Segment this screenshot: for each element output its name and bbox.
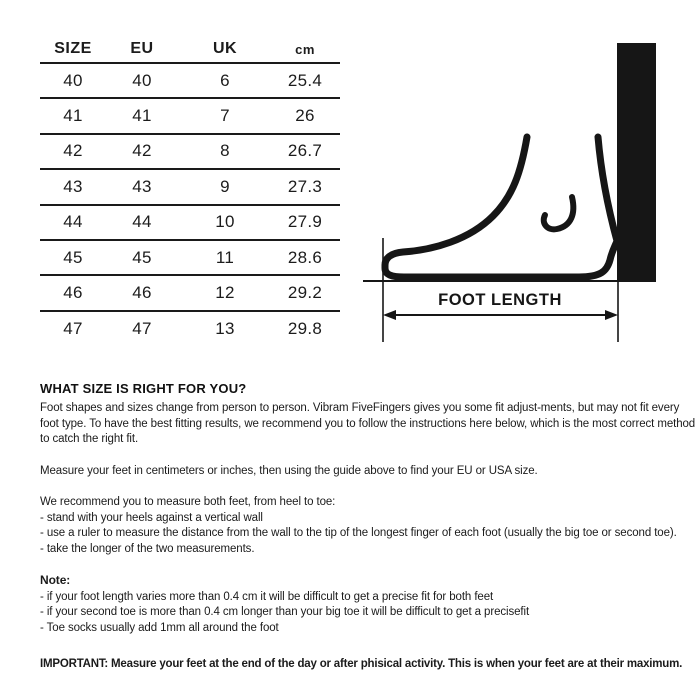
cell-uk: 10	[215, 212, 235, 232]
cell-size: 40	[63, 70, 83, 90]
column-header-uk: UK	[212, 40, 238, 57]
wall-icon	[617, 43, 656, 281]
ankle-bone-icon	[544, 197, 574, 229]
arrow-right-head-icon	[605, 310, 618, 320]
cell-cm: 29.8	[287, 319, 323, 339]
cell-uk: 11	[215, 247, 235, 267]
cell-cm: 27.9	[287, 212, 323, 232]
table-row	[40, 206, 340, 241]
measure-steps	[40, 511, 700, 558]
cell-size: 43	[63, 176, 83, 196]
measure-instructions	[40, 495, 700, 557]
arrow-left-head-icon	[383, 310, 396, 320]
important-text: Measure your feet at the end of the day or after phisical activity. This is when your feet are at their maximum.	[108, 658, 683, 670]
cell-uk: 12	[215, 283, 235, 303]
fitting-guide	[40, 381, 700, 673]
cell-eu: 44	[132, 212, 152, 232]
table-row	[40, 276, 340, 311]
important-notice	[40, 657, 700, 673]
cell-uk: 9	[220, 176, 230, 196]
cell-eu: 42	[132, 141, 152, 161]
column-header-eu: EU	[130, 40, 154, 57]
important-label: IMPORTANT:	[40, 658, 109, 670]
cell-size: 44	[63, 212, 83, 232]
cell-uk: 8	[220, 141, 230, 161]
note-label: Note:	[40, 573, 71, 587]
cell-cm: 25.4	[287, 70, 323, 90]
measure-intro: We recommend you to measure both feet, from heel to toe:	[40, 496, 336, 508]
cell-eu: 46	[132, 283, 152, 303]
cell-uk: 6	[220, 70, 230, 90]
cell-eu: 41	[132, 106, 152, 126]
cell-cm: 27.3	[287, 176, 323, 196]
foot-outline-icon	[385, 137, 617, 277]
cell-eu: 47	[132, 319, 152, 339]
table-row	[40, 135, 340, 170]
cell-eu: 45	[132, 247, 152, 267]
table-row	[40, 312, 340, 347]
cell-cm: 29.2	[287, 283, 323, 303]
guide-paragraph-measure: Measure your feet in centimeters or inches, then using the guide above to find your EU or USA size.	[40, 464, 538, 477]
cell-eu: 43	[132, 176, 152, 196]
measure-step: - stand with your heels against a vertical wall	[40, 511, 263, 524]
table-row	[40, 64, 340, 99]
cell-cm: 26.7	[287, 141, 323, 161]
guide-heading: WHAT SIZE IS RIGHT FOR YOU?	[40, 381, 247, 396]
table-row	[40, 99, 340, 134]
cell-uk: 7	[220, 106, 230, 126]
cell-size: 42	[63, 141, 83, 161]
cell-size: 45	[63, 247, 83, 267]
table-row	[40, 170, 340, 205]
foot-measurement-diagram	[355, 20, 700, 350]
note-item: - if your second toe is more than 0.4 cm longer than your big toe it will be difficult to get a precisefit	[40, 606, 530, 618]
cell-uk: 13	[215, 319, 235, 339]
column-header-cm: cm	[295, 41, 315, 57]
guide-paragraph-intro: Foot shapes and sizes change from person to person. Vibram FiveFingers gives you some fit adjust-ments, but may not fit every foot type. To have the best fitting results, we recommend you to follow the instructions here below, which is the most correct method to catch the right fit.	[40, 402, 696, 445]
size-conversion-table	[40, 36, 340, 347]
foot-length-label: FOOT LENGTH	[438, 291, 562, 309]
table-header-row	[40, 36, 340, 64]
note-item: - if your foot length varies more than 0.4 cm it will be difficult to get a precise fit for both feet	[40, 590, 494, 603]
table-row	[40, 241, 340, 276]
note-item: - Toe socks usually add 1mm all around the foot	[40, 621, 279, 634]
note-items	[40, 590, 700, 637]
cell-eu: 40	[132, 70, 152, 90]
measure-step: - use a ruler to measure the distance from the wall to the tip of the longest finger of each foot (usually the big toe or second toe).	[40, 527, 677, 539]
cell-size: 41	[63, 106, 83, 126]
table-body	[40, 64, 340, 347]
cell-size: 47	[63, 319, 83, 339]
column-header-size: SIZE	[54, 40, 92, 57]
cell-cm: 26	[295, 106, 315, 126]
cell-cm: 28.6	[287, 247, 323, 267]
measure-step: - take the longer of the two measurements.	[40, 542, 255, 555]
cell-size: 46	[63, 283, 83, 303]
foot-diagram-svg	[355, 20, 700, 350]
